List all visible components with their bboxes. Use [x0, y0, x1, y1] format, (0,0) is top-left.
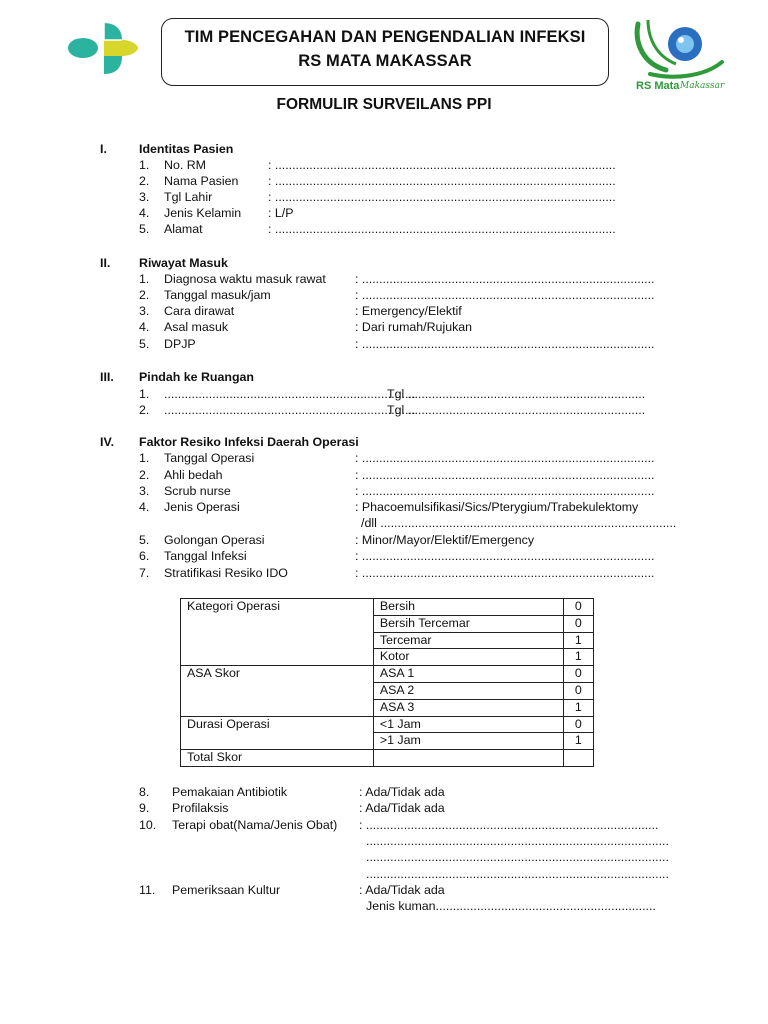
field-tanggal-operasi: : ..................................................................................... — [355, 451, 655, 465]
field-pemakaian-antibiotik: : Ada/Tidak ada — [359, 785, 445, 799]
form-title: FORMULIR SURVEILANS PPI — [276, 96, 492, 113]
section-3-number: III. — [100, 370, 114, 384]
option-cell: ASA 1 — [373, 666, 563, 683]
table-row — [181, 750, 594, 767]
header-title-box — [161, 18, 609, 86]
field-scrub-nurse: : ..................................................................................... — [355, 484, 655, 498]
score-cell: 1 — [563, 733, 593, 750]
field-tanggal-masuk: : ..................................................................................... — [355, 288, 655, 302]
field-jenis-kelamin: : L/P — [268, 206, 294, 220]
score-cell: 0 — [563, 599, 593, 616]
rs-mata-logo-script: Makassar — [680, 81, 725, 91]
field-alamat: : ................................................................................................... — [268, 222, 616, 236]
option-cell: Kotor — [373, 649, 563, 666]
header-title-line1: TIM PENCEGAHAN DAN PENGENDALIAN INFEKSI — [184, 28, 586, 46]
table-row — [181, 716, 594, 733]
option-cell: ASA 2 — [373, 682, 563, 699]
total-score-label: Total Skor — [181, 750, 374, 767]
field-tanggal-infeksi: : ..................................................................................... — [355, 549, 655, 563]
score-cell: 0 — [563, 716, 593, 733]
option-cell: Bersih — [373, 599, 563, 616]
rs-mata-eye-logo-icon — [630, 14, 730, 82]
score-cell: 1 — [563, 649, 593, 666]
category-cell: Durasi Operasi — [181, 716, 374, 750]
rs-mata-logo-text: RS Mata — [636, 80, 680, 92]
score-cell: 0 — [563, 615, 593, 632]
option-cell: Bersih Tercemar — [373, 615, 563, 632]
field-terapi-obat: : ..................................................................................... — [359, 818, 659, 832]
field-ruangan-1-tgl: Tgl ..................................................................... — [387, 387, 646, 401]
field-asal-masuk: : Dari rumah/Rujukan — [355, 320, 473, 334]
total-score-value — [563, 750, 593, 767]
field-nama-pasien: : ................................................................................................... — [268, 174, 616, 188]
total-score-blank — [373, 750, 563, 767]
field-ruangan-1: ......................................................................... — [164, 387, 416, 401]
field-stratifikasi-resiko: : ..................................................................................... — [355, 566, 655, 580]
section-4-number: IV. — [100, 435, 115, 449]
score-cell: 0 — [563, 666, 593, 683]
score-cell: 1 — [563, 699, 593, 716]
score-cell: 1 — [563, 632, 593, 649]
field-ahli-bedah: : ..................................................................................... — [355, 468, 655, 482]
field-diagnosa: : ..................................................................................... — [355, 272, 655, 286]
field-terapi-obat-line: ........................................................................................ — [366, 867, 669, 881]
field-jenis-operasi-dll: /dll ...................................................................................... — [361, 516, 677, 530]
section-3-title: Pindah ke Ruangan — [139, 370, 254, 384]
field-terapi-obat-line: ........................................................................................ — [366, 834, 669, 848]
table-row — [181, 599, 594, 616]
section-1-number: I. — [100, 142, 107, 156]
rs-mata-logo — [630, 14, 730, 100]
category-cell: Kategori Operasi — [181, 599, 374, 666]
field-ruangan-2: ......................................................................... — [164, 403, 416, 417]
section-1-title: Identitas Pasien — [139, 142, 234, 156]
section-2-title: Riwayat Masuk — [139, 256, 228, 270]
section-4-title: Faktor Resiko Infeksi Daerah Operasi — [139, 435, 359, 449]
score-cell: 0 — [563, 682, 593, 699]
field-dpjp: : ..................................................................................... — [355, 337, 655, 351]
field-no-rm: : ................................................................................................... — [268, 158, 616, 172]
option-cell: >1 Jam — [373, 733, 563, 750]
field-jenis-operasi: : Phacoemulsifikasi/Sics/Pterygium/Trabekulektomy — [355, 500, 639, 514]
kemenkes-logo — [66, 18, 146, 78]
option-cell: <1 Jam — [373, 716, 563, 733]
field-jenis-kuman: Jenis kuman................................................................ — [366, 899, 656, 913]
field-golongan-operasi: : Minor/Mayor/Elektif/Emergency — [355, 533, 535, 547]
table-row — [181, 666, 594, 683]
field-profilaksis: : Ada/Tidak ada — [359, 801, 445, 815]
field-tgl-lahir: : ................................................................................................... — [268, 190, 616, 204]
field-ruangan-2-tgl: Tgl ..................................................................... — [387, 403, 646, 417]
category-cell: ASA Skor — [181, 666, 374, 716]
field-pemeriksaan-kultur: : Ada/Tidak ada — [359, 883, 445, 897]
option-cell: ASA 3 — [373, 699, 563, 716]
header-title-line2: RS MATA MAKASSAR — [298, 52, 472, 70]
section-2-number: II. — [100, 256, 111, 270]
ido-risk-table — [180, 598, 594, 767]
option-cell: Tercemar — [373, 632, 563, 649]
kemenkes-logo-icon — [66, 18, 146, 78]
field-cara-dirawat: : Emergency/Elektif — [355, 304, 462, 318]
field-terapi-obat-line: ........................................................................................ — [366, 850, 669, 864]
